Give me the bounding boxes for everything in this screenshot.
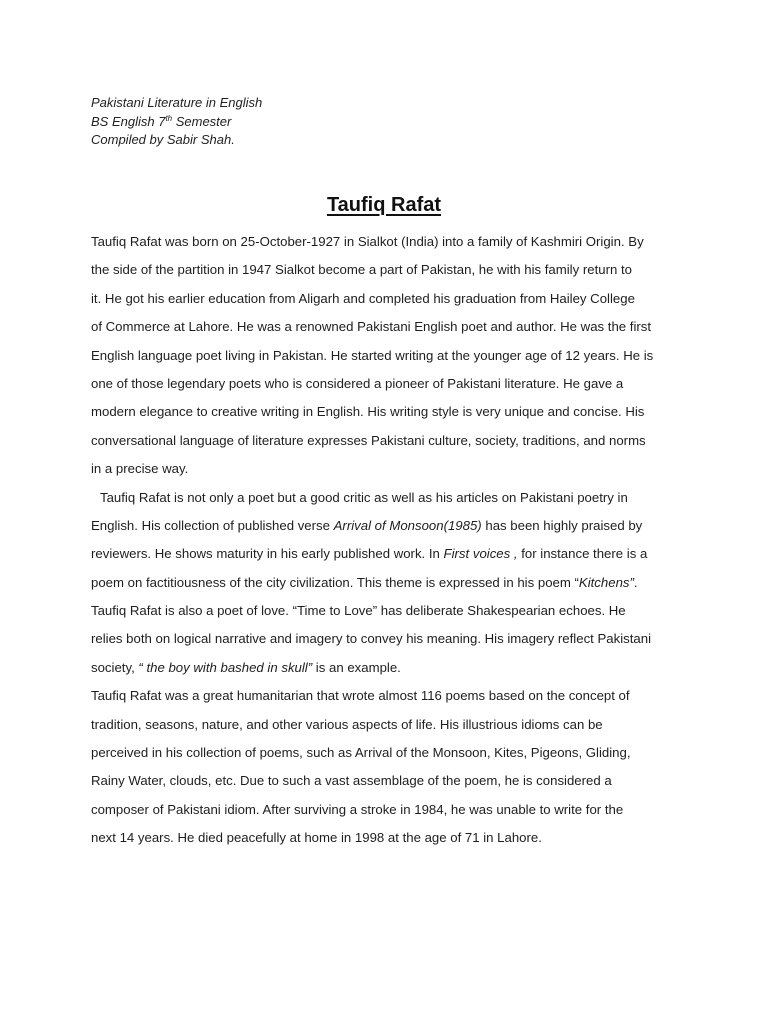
text-run: . [633, 574, 638, 590]
quoted-phrase: “ the boy with bashed in skull” [138, 659, 313, 675]
text-line: tradition, seasons, nature, and other various aspects of life. His illustrious idioms can be [91, 716, 603, 732]
text-run: reviewers. He shows maturity in his early published work. In [91, 546, 444, 562]
paragraph-humanitarian [91, 682, 691, 852]
text-line: of Commerce at Lahore. He was a renowned Pakistani English poet and author. He was the first [91, 319, 652, 335]
text-line [91, 540, 691, 568]
text-line: Taufiq Rafat is not only a poet but a good critic as well as his articles on Pakistani poetry in [100, 489, 628, 505]
text-run: English. His collection of published verse [91, 517, 334, 533]
text-run: for instance there is a [517, 546, 648, 562]
text-line [91, 512, 691, 540]
text-line: Taufiq Rafat was a great humanitarian that wrote almost 116 poems based on the concept of [91, 688, 630, 704]
text-line [91, 654, 691, 682]
text-run: society, [91, 659, 139, 675]
text-line: Rainy Water, clouds, etc. Due to such a vast assemblage of the poem, he is considered a [91, 773, 612, 789]
text-line: conversational language of literature expresses Pakistani culture, society, traditions, and norms [91, 432, 646, 448]
page-title: Taufiq Rafat [326, 194, 442, 216]
book-title: First voices , [443, 546, 518, 562]
course-title: Pakistani Literature in English [91, 95, 263, 110]
text-run: is an example. [312, 659, 401, 675]
text-line: next 14 years. He died peacefully at home in 1998 at the age of 71 in Lahore. [91, 830, 542, 846]
text-line: English language poet living in Pakistan. He started writing at the younger age of 12 years. He is [91, 347, 654, 363]
text-line: Taufiq Rafat is also a poet of love. “Time to Love” has deliberate Shakespearian echoes. He [91, 603, 626, 619]
paragraph-biography [91, 228, 691, 484]
text-run: has been highly praised by [481, 517, 643, 533]
document-header [91, 94, 262, 150]
text-line: the side of the partition in 1947 Sialkot become a part of Pakistan, he with his family return to [91, 262, 632, 278]
text-line: one of those legendary poets who is considered a pioneer of Pakistani literature. He gave a [91, 375, 624, 391]
poem-title: Kitchens” [578, 574, 634, 590]
text-run: poem on factitiousness of the city civilization. This theme is expressed in his poem “ [91, 574, 579, 590]
text-line [91, 569, 691, 597]
text-line: modern elegance to creative writing in English. His writing style is very unique and concise. His [91, 404, 645, 420]
text-line: composer of Pakistani idiom. After surviving a stroke in 1984, he was unable to write for the [91, 801, 624, 817]
page-title-wrapper [0, 192, 768, 218]
course-semester [91, 113, 262, 132]
semester-text: BS English 7 [91, 113, 166, 129]
paragraph-critic [91, 484, 691, 683]
semester-ordinal-suffix: th [165, 113, 173, 123]
text-line: perceived in his collection of poems, such as Arrival of the Monsoon, Kites, Pigeons, Gliding, [91, 745, 631, 761]
text-line: relies both on logical narrative and imagery to convey his meaning. His imagery reflect Pakistani [91, 631, 652, 647]
compiler-credit: Compiled by Sabir Shah. [91, 132, 235, 147]
text-line: it. He got his earlier education from Aligarh and completed his graduation from Hailey College [91, 290, 635, 306]
document-body [91, 228, 691, 853]
book-title: Arrival of Monsoon(1985) [333, 517, 482, 533]
text-line: Taufiq Rafat was born on 25-October-1927 in Sialkot (India) into a family of Kashmiri Origin. By [91, 234, 644, 249]
text-line: in a precise way. [91, 461, 189, 477]
semester-label: Semester [172, 113, 232, 129]
